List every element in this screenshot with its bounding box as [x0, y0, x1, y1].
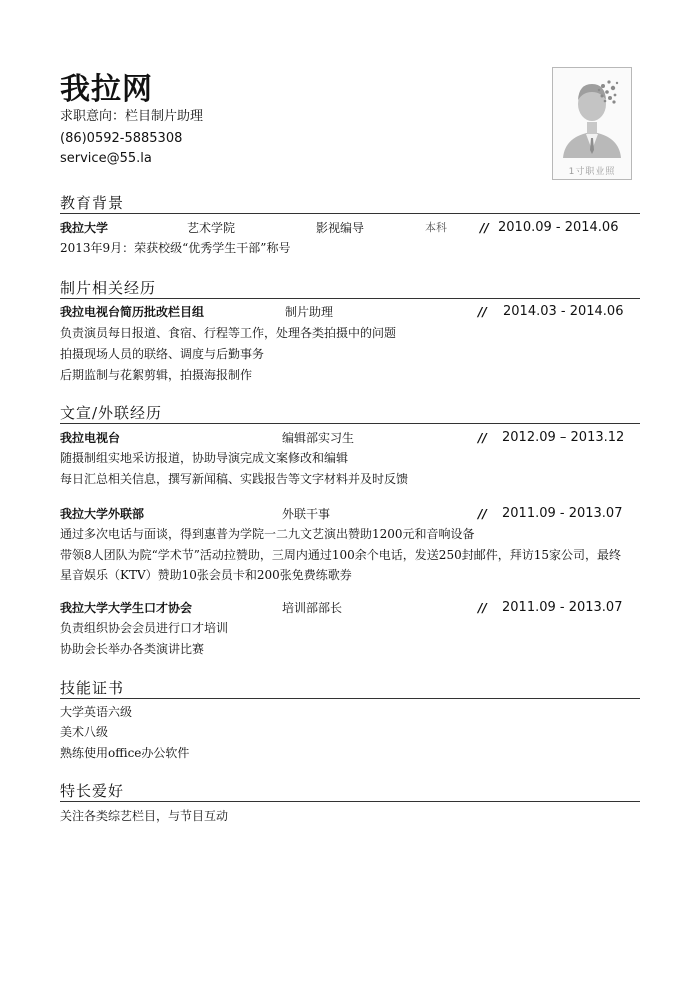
degree-name: 本科: [425, 221, 447, 234]
list-item: 随摄制组实地采访报道，协助导演完成文案修改和编辑: [60, 451, 349, 465]
publicity-row-1: [60, 428, 640, 448]
production-dates: 2014.03 - 2014.06: [503, 304, 624, 319]
production-org: 我拉电视台简历批改栏目组: [60, 305, 205, 319]
separator: //: [480, 221, 489, 235]
section-title-education: 教育背景: [60, 194, 640, 214]
list-item: 拍摄现场人员的联络、调度与后勤事务: [60, 347, 265, 361]
list-item: 每日汇总相关信息，撰写新闻稿、实践报告等文字材料并及时反馈: [60, 472, 409, 486]
separator: //: [478, 305, 487, 319]
job-objective: 求职意向：栏目制片助理: [60, 109, 204, 124]
separator: //: [478, 431, 487, 445]
production-role: 制片助理: [285, 305, 334, 319]
section-title-hobbies: 特长爱好: [60, 782, 640, 802]
list-item: 通过多次电话与面谈，得到惠普为学院一二九文艺演出赞助1200元和音响设备: [60, 527, 475, 541]
publicity-dates: 2011.09 - 2013.07: [502, 600, 623, 615]
publicity-row-2: [60, 504, 640, 524]
production-row: [60, 302, 640, 322]
publicity-dates: 2011.09 - 2013.07: [502, 506, 623, 521]
list-item: 后期监制与花絮剪辑，拍摄海报制作: [60, 368, 253, 382]
list-item: 美术八级: [60, 725, 109, 739]
section-title-publicity: 文宣/外联经历: [60, 404, 640, 424]
applicant-name: 我拉网: [60, 72, 153, 107]
publicity-role: 外联干事: [282, 507, 331, 521]
list-item: 熟练使用office办公软件: [60, 746, 190, 760]
list-item: 大学英语六级: [60, 705, 133, 719]
profile-photo-placeholder: [552, 67, 632, 180]
publicity-org: 我拉大学外联部: [60, 507, 145, 521]
phone-number: (86)0592-5885308: [60, 131, 183, 146]
education-row: [60, 218, 640, 238]
list-item: 星音娱乐（KTV）赞助10张会员卡和200张免费练歌券: [60, 568, 352, 582]
publicity-dates: 2012.09 – 2013.12: [502, 430, 625, 445]
list-item: 带领8人团队为院“学术节”活动拉赞助，三周内通过100余个电话，发送250封邮件，拜访15家公司，最终: [60, 548, 621, 562]
education-dates: 2010.09 - 2014.06: [498, 220, 619, 235]
publicity-role: 培训部部长: [282, 601, 343, 615]
publicity-org: 我拉大学大学生口才协会: [60, 601, 193, 615]
separator: //: [478, 601, 487, 615]
list-item: 关注各类综艺栏目，与节目互动: [60, 809, 229, 823]
list-item: 协助会长举办各类演讲比赛: [60, 642, 205, 656]
publicity-role: 编辑部实习生: [282, 431, 355, 445]
major-name: 影视编导: [316, 221, 365, 235]
school-name: 我拉大学: [60, 221, 109, 235]
college-name: 艺术学院: [187, 221, 236, 235]
list-item: 负责组织协会会员进行口才培训: [60, 621, 229, 635]
publicity-row-3: [60, 598, 640, 618]
section-title-production: 制片相关经历: [60, 279, 640, 299]
section-title-skills: 技能证书: [60, 679, 640, 699]
publicity-org: 我拉电视台: [60, 431, 121, 445]
list-item: 负责演员每日报道、食宿、行程等工作，处理各类拍摄中的问题: [60, 326, 397, 340]
separator: //: [478, 507, 487, 521]
education-honor: 2013年9月：荣获校级“优秀学生干部”称号: [60, 241, 291, 255]
photo-caption: 1寸职业照: [568, 167, 616, 177]
person-silhouette-icon: [553, 68, 631, 179]
email-address: service@55.la: [60, 151, 152, 166]
